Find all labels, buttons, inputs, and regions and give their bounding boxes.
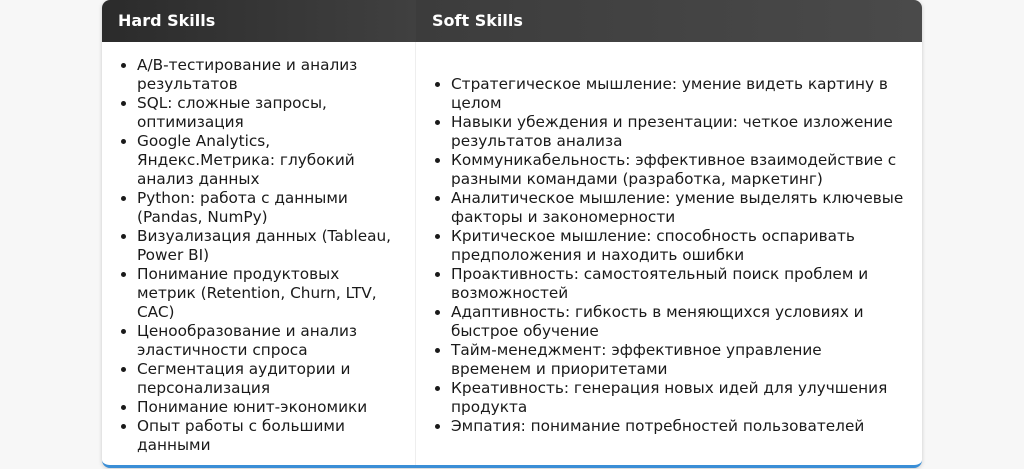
- soft-skills-column: [416, 42, 922, 468]
- list-item: • Критическое мышление: способность оспаривать предположения и находить ошибки: [451, 227, 906, 265]
- list-item: • Навыки убеждения и презентации: четкое изложение результатов анализа: [451, 113, 906, 151]
- list-item: • Сегментация аудитории и персонализация: [137, 360, 397, 398]
- list-item: • Проактивность: самостоятельный поиск проблем и возможностей: [451, 265, 906, 303]
- list-item: • Адаптивность: гибкость в меняющихся условиях и быстрое обучение: [451, 303, 906, 341]
- table-body: [102, 42, 922, 468]
- list-item: • Креативность: генерация новых идей для улучшения продукта: [451, 379, 906, 417]
- list-item: • Python: работа с данными (Pandas, NumPy): [137, 189, 397, 227]
- list-item: • Тайм-менеджмент: эффективное управление временем и приоритетами: [451, 341, 906, 379]
- list-item: • Аналитическое мышление: умение выделять ключевые факторы и закономерности: [451, 189, 906, 227]
- soft-skills-list: [416, 75, 906, 436]
- hard-skills-column: [102, 42, 416, 468]
- skills-table: [102, 0, 922, 468]
- list-item: • Коммуникабельность: эффективное взаимодействие с разными командами (разработка, маркетинг): [451, 151, 906, 189]
- hard-skills-list: [102, 56, 397, 455]
- list-item: • Понимание продуктовых метрик (Retention, Churn, LTV, CAC): [137, 265, 397, 322]
- soft-skills-header: Soft Skills: [416, 0, 922, 42]
- hard-skills-header: Hard Skills: [102, 0, 416, 42]
- list-item: • A/B-тестирование и анализ результатов: [137, 56, 397, 94]
- list-item: • Google Analytics, Яндекс.Метрика: глубокий анализ данных: [137, 132, 397, 189]
- list-item: • SQL: сложные запросы, оптимизация: [137, 94, 397, 132]
- list-item: • Визуализация данных (Tableau, Power BI): [137, 227, 397, 265]
- list-item: • Эмпатия: понимание потребностей пользователей: [451, 417, 906, 436]
- list-item: • Понимание юнит-экономики: [137, 398, 397, 417]
- list-item: • Опыт работы с большими данными: [137, 417, 397, 455]
- table-header: [102, 0, 922, 42]
- list-item: • Ценообразование и анализ эластичности спроса: [137, 322, 397, 360]
- list-item: • Стратегическое мышление: умение видеть картину в целом: [451, 75, 906, 113]
